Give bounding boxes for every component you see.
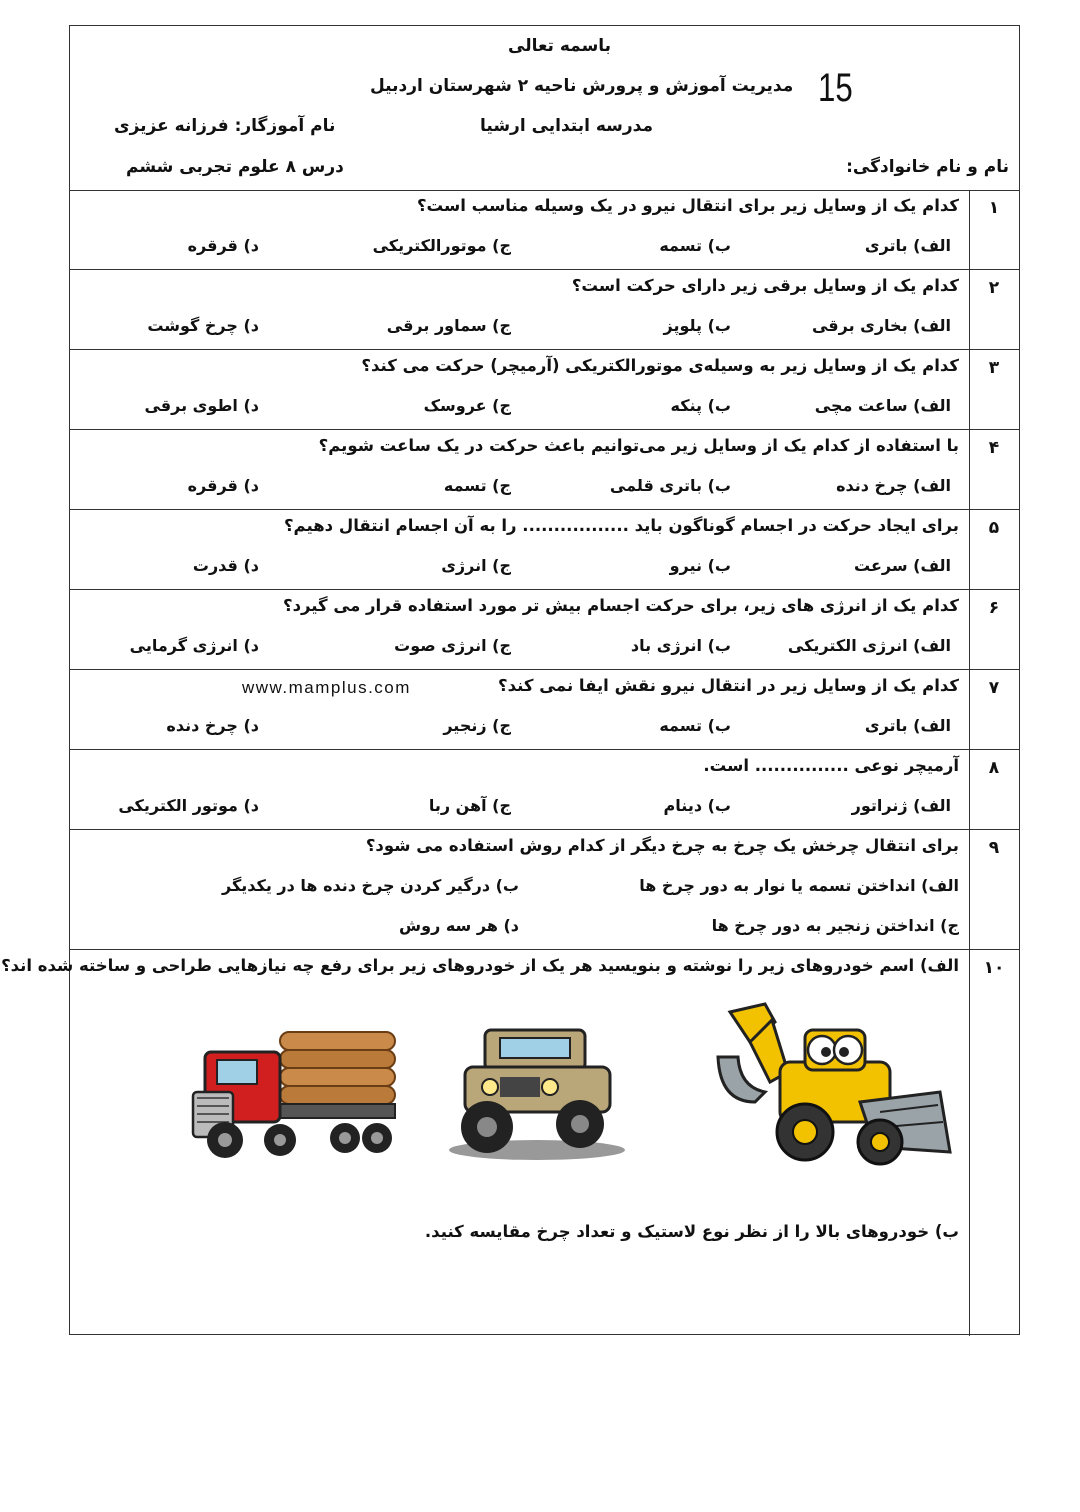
option-c[interactable]: ج) انرژی صوت <box>394 636 511 655</box>
exam-sheet <box>1 25 1020 1335</box>
question-number: ۵ <box>988 518 1000 538</box>
excavator-image <box>710 1002 955 1172</box>
question-row-10 <box>1 950 1019 1336</box>
option-d[interactable]: د) چرخ دنده <box>166 716 259 735</box>
question-row-1 <box>70 190 1019 270</box>
option-c[interactable]: ج) عروسک <box>423 396 511 415</box>
option-b[interactable]: ب) تسمه <box>659 236 731 255</box>
question-row-6 <box>70 590 1019 670</box>
question-row-8 <box>70 750 1019 830</box>
question-number: ۹ <box>988 838 1000 858</box>
number-cell <box>969 950 1019 1336</box>
option-b[interactable]: ب) درگیر کردن چرخ دنده ها در یکدیگر <box>222 876 519 895</box>
question-text: الف) اسم خودروهای زیر را نوشته و بنویسید هر یک از خودروهای زیر برای رفع چه نیازهایی طراحی و ساخته شده اند؟ <box>1 956 959 975</box>
question-row-4 <box>70 430 1019 510</box>
option-c[interactable]: ج) زنجیر <box>443 716 511 735</box>
question-text: کدام یک از وسایل زیر در انتقال نیرو نقش ایفا نمی کند؟ <box>498 676 959 695</box>
question-number: ۱ <box>988 198 1000 218</box>
truck-image <box>185 1012 400 1162</box>
option-b[interactable]: ب) انرژی باد <box>630 636 731 655</box>
question-number: ۶ <box>988 598 1000 618</box>
option-b[interactable]: ب) پنکه <box>670 396 731 415</box>
option-d[interactable]: د) هر سه روش <box>399 916 519 935</box>
bismillah: باسمه تعالی <box>508 36 612 56</box>
question-number: ۸ <box>988 758 1000 778</box>
question-text: کدام یک از وسایل برقی زیر دارای حرکت است؟ <box>571 276 959 295</box>
option-a[interactable]: الف) باتری <box>864 716 951 735</box>
option-c[interactable]: ج) انرژی <box>441 556 511 575</box>
question-number: ۴ <box>988 438 1000 458</box>
option-a[interactable]: الف) سرعت <box>854 556 951 575</box>
option-c[interactable]: ج) موتورالکتریکی <box>372 236 511 255</box>
option-a[interactable]: الف) انرژی الکتریکی <box>787 636 951 655</box>
question-number: ۳ <box>988 358 1000 378</box>
option-c[interactable]: ج) انداختن زنجیر به دور چرخ ها <box>711 916 959 935</box>
option-d[interactable]: د) قرقره <box>187 476 259 495</box>
option-d[interactable]: د) اطوی برقی <box>144 396 259 415</box>
exam-header <box>70 26 1019 191</box>
question-row-5 <box>70 510 1019 590</box>
question-row-9 <box>70 830 1019 950</box>
teacher-name: نام آموزگار: فرزانه عزیزی <box>114 116 336 136</box>
option-b[interactable]: ب) باتری قلمی <box>609 476 731 495</box>
question-number: ۲ <box>988 278 1000 298</box>
option-c[interactable]: ج) تسمه <box>443 476 511 495</box>
website-watermark: www.mamplus.com <box>242 678 411 697</box>
option-b[interactable]: ب) دینام <box>663 796 731 815</box>
option-d[interactable]: د) قرقره <box>187 236 259 255</box>
option-a[interactable]: الف) باتری <box>864 236 951 255</box>
option-b[interactable]: ب) پلوپز <box>663 316 731 335</box>
option-a[interactable]: الف) انداختن تسمه یا نوار به دور چرخ ها <box>639 876 959 895</box>
question-text: کدام یک از انرژی های زیر، برای حرکت اجسام بیش تر مورد استفاده قرار می گیرد؟ <box>283 596 959 615</box>
question-row-2 <box>70 270 1019 350</box>
question-row-7 <box>70 670 1019 750</box>
school-name: مدرسه ابتدایی ارشیا <box>480 116 654 136</box>
lesson-title: درس ۸ علوم تجربی ششم <box>126 157 344 177</box>
question-text: برای ایجاد حرکت در اجسام گوناگون باید ................. را به آن اجسام انتقال دهیم؟ <box>283 516 959 535</box>
option-c[interactable]: ج) آهن ربا <box>428 796 511 815</box>
option-c[interactable]: ج) سماور برقی <box>386 316 511 335</box>
education-office: مدیریت آموزش و پرورش ناحیه ۲ شهرستان اردبیل <box>370 76 794 96</box>
student-name-field[interactable]: نام و نام خانوادگی: <box>846 157 1009 177</box>
option-d[interactable]: د) موتور الکتریکی <box>118 796 259 815</box>
option-b[interactable]: ب) نیرو <box>669 556 731 575</box>
option-a[interactable]: الف) ژنراتور <box>851 796 951 815</box>
question-text: برای انتقال چرخش یک چرخ به چرخ دیگر از کدام روش استفاده می شود؟ <box>365 836 959 855</box>
option-d[interactable]: د) قدرت <box>192 556 259 575</box>
option-d[interactable]: د) انرژی گرمایی <box>129 636 259 655</box>
question-number: ۱۰ <box>983 958 1005 978</box>
page-number: 15 <box>818 66 853 110</box>
jeep-image <box>445 1022 630 1162</box>
option-d[interactable]: د) چرخ گوشت <box>147 316 259 335</box>
question-text: با استفاده از کدام یک از وسایل زیر می‌توانیم باعث حرکت در یک ساعت شویم؟ <box>318 436 959 455</box>
option-a[interactable]: الف) بخاری برقی <box>811 316 951 335</box>
question-row-3 <box>70 350 1019 430</box>
option-a[interactable]: الف) چرخ دنده <box>836 476 951 495</box>
question-text: آرمیچر نوعی ............... است. <box>703 756 959 775</box>
question-text: کدام یک از وسایل زیر برای انتقال نیرو در یک وسیله مناسب است؟ <box>416 196 959 215</box>
question-subpart-b: ب) خودروهای بالا را از نظر نوع لاستیک و تعداد چرخ مقایسه کنید. <box>424 1222 959 1241</box>
question-text: کدام یک از وسایل زیر به وسیله‌ی موتورالکتریکی (آرمیچر) حرکت می کند؟ <box>361 356 959 375</box>
option-b[interactable]: ب) تسمه <box>659 716 731 735</box>
option-a[interactable]: الف) ساعت مچی <box>814 396 951 415</box>
question-number: ۷ <box>988 678 1000 698</box>
